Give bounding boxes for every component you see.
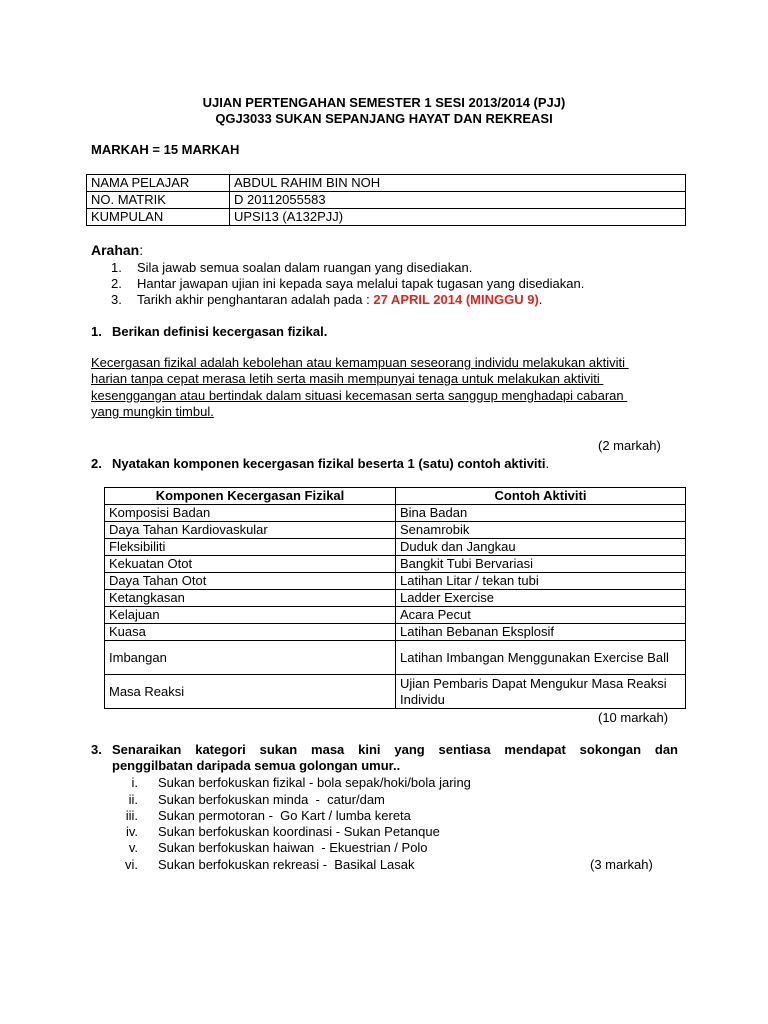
list-item: Sukan berfokuskan fizikal - bola sepak/hoki/bola jaring	[158, 775, 471, 790]
component-cell: Imbangan	[105, 641, 396, 675]
instruction-num: 1.	[111, 260, 122, 275]
question-2-text	[112, 456, 549, 471]
table-row	[105, 607, 686, 624]
activity-cell: Latihan Bebanan Eksplosif	[396, 624, 686, 641]
list-num: i.	[131, 775, 138, 790]
table-row	[105, 522, 686, 539]
activity-cell: Bangkit Tubi Bervariasi	[396, 556, 686, 573]
question-3-marks: (3 markah)	[590, 857, 653, 872]
list-num: iv.	[125, 824, 138, 839]
instruction-text: Sila jawab semua soalan dalam ruangan yang disediakan.	[137, 260, 473, 275]
component-cell: Komposisi Badan	[105, 505, 396, 522]
component-cell: Masa Reaksi	[105, 675, 396, 709]
activity-cell: Duduk dan Jangkau	[396, 539, 686, 556]
instruction-deadline	[137, 292, 542, 307]
course-title: QGJ3033 SUKAN SEPANJANG HAYAT DAN REKREASI	[215, 111, 553, 126]
question-3-line: Senaraikan kategori sukan masa kini yang sentiasa mendapat sokongan dan	[112, 742, 678, 757]
question-2-label: Nyatakan komponen kecergasan fizikal beserta 1 (satu) contoh aktiviti	[112, 456, 546, 471]
info-value: UPSI13 (A132PJJ)	[230, 209, 686, 226]
table-row	[105, 556, 686, 573]
exam-title: UJIAN PERTENGAHAN SEMESTER 1 SESI 2013/2014 (PJJ)	[202, 95, 566, 110]
instruction-end: .	[538, 292, 543, 307]
question-number: 1.	[91, 324, 102, 339]
column-header: Contoh Aktiviti	[396, 488, 686, 505]
answer-line: yang mungkin timbul.	[91, 404, 214, 419]
answer-line: kesenggangan atau bertindak dalam situasi kecemasan serta sanggup menghadapi cabaran	[91, 388, 628, 403]
activity-cell: Ujian Pembaris Dapat Mengukur Masa Reaksi Individu	[396, 675, 686, 709]
component-cell: Kekuatan Otot	[105, 556, 396, 573]
column-header: Komponen Kecergasan Fizikal	[105, 488, 396, 505]
deadline-date: 27 APRIL 2014 (MINGGU 9)	[373, 292, 539, 307]
info-value: D 20112055583	[230, 192, 686, 209]
answer-line: Kecergasan fizikal adalah kebolehan atau kemampuan seseorang individu melakukan aktiviti	[91, 355, 629, 370]
activity-cell: Ladder Exercise	[396, 590, 686, 607]
table-row	[105, 505, 686, 522]
question-1-text: Berikan definisi kecergasan fizikal.	[112, 324, 328, 339]
component-cell: Daya Tahan Kardiovaskular	[105, 522, 396, 539]
table-header-row	[105, 488, 686, 505]
instruction-num: 3.	[111, 292, 122, 307]
info-row	[87, 192, 686, 209]
activity-cell: Latihan Imbangan Menggunakan Exercise Ball	[396, 641, 686, 675]
info-key: KUMPULAN	[87, 209, 230, 226]
list-item: Sukan berfokuskan rekreasi - Basikal Lasak	[158, 857, 415, 872]
instructions-label: Arahan	[91, 242, 140, 258]
question-2-end: .	[545, 456, 550, 471]
info-value: ABDUL RAHIM BIN NOH	[230, 175, 686, 192]
question-number: 2.	[91, 456, 102, 471]
table-row	[105, 641, 686, 675]
instruction-num: 2.	[111, 276, 122, 291]
component-cell: Ketangkasan	[105, 590, 396, 607]
answer-line: harian tanpa cepat merasa letih serta masih mempunyai tenaga untuk melakukan aktiviti	[91, 371, 604, 386]
list-item: Sukan berfokuskan koordinasi - Sukan Petanque	[158, 824, 440, 839]
info-row	[87, 175, 686, 192]
component-cell: Daya Tahan Otot	[105, 573, 396, 590]
component-cell: Kuasa	[105, 624, 396, 641]
activity-cell: Latihan Litar / tekan tubi	[396, 573, 686, 590]
info-key: NAMA PELAJAR	[87, 175, 230, 192]
list-item: Sukan berfokuskan minda - catur/dam	[158, 792, 385, 807]
question-3-line: penggilbatan daripada semua golongan umur..	[112, 758, 401, 773]
activity-cell: Bina Badan	[396, 505, 686, 522]
table-row	[105, 675, 686, 709]
activity-cell: Senamrobik	[396, 522, 686, 539]
list-num: vi.	[125, 857, 138, 872]
instructions-colon: :	[139, 242, 144, 258]
student-info-table	[86, 174, 686, 226]
info-key: NO. MATRIK	[87, 192, 230, 209]
question-number: 3.	[91, 742, 102, 757]
question-1-marks: (2 markah)	[598, 438, 661, 453]
component-cell: Kelajuan	[105, 607, 396, 624]
fitness-components-table	[104, 487, 686, 709]
table-row	[105, 590, 686, 607]
table-row	[105, 624, 686, 641]
info-row	[87, 209, 686, 226]
list-num: v.	[128, 840, 138, 855]
table-row	[105, 573, 686, 590]
list-num: iii.	[125, 808, 138, 823]
instruction-text: Tarikh akhir penghantaran adalah pada :	[137, 292, 374, 307]
activity-cell: Acara Pecut	[396, 607, 686, 624]
list-item: Sukan permotoran - Go Kart / lumba kereta	[158, 808, 411, 823]
component-cell: Fleksibiliti	[105, 539, 396, 556]
total-marks: MARKAH = 15 MARKAH	[91, 142, 240, 157]
list-num: ii.	[128, 792, 138, 807]
list-item: Sukan berfokuskan haiwan - Ekuestrian / Polo	[158, 840, 428, 855]
table-row	[105, 539, 686, 556]
instruction-text: Hantar jawapan ujian ini kepada saya melalui tapak tugasan yang disediakan.	[137, 276, 585, 291]
question-2-marks: (10 markah)	[598, 710, 669, 725]
instructions-heading	[91, 242, 143, 258]
